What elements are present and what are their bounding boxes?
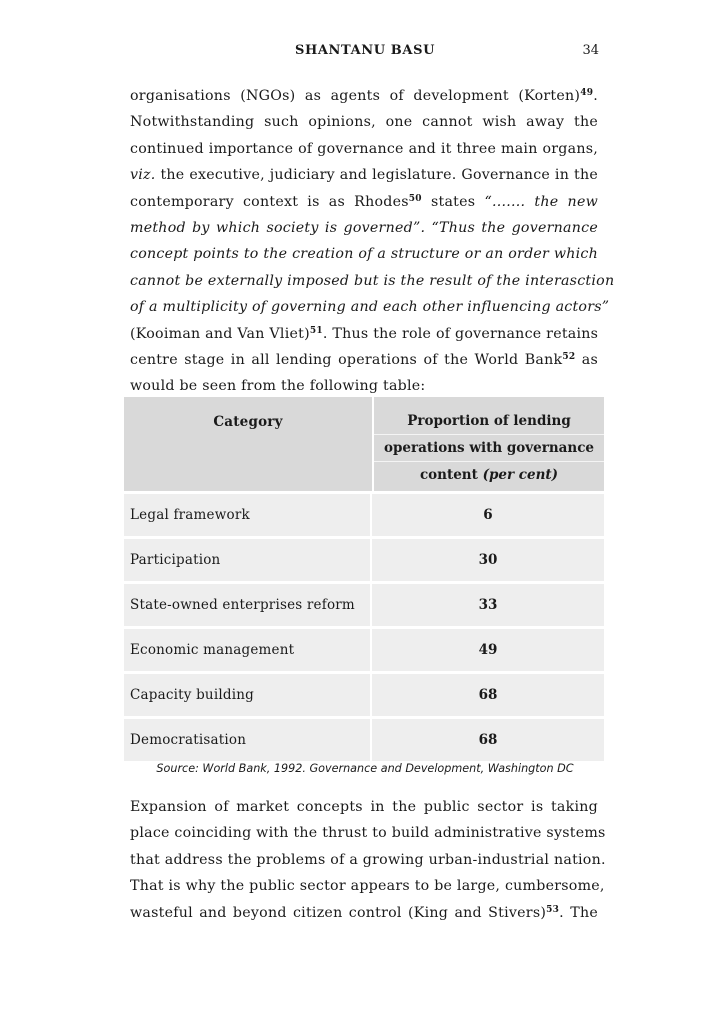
body-paragraph-2 [130,794,606,926]
table-row [124,719,604,763]
category-cell: Legal framework [124,494,372,536]
paragraph-line: place coinciding with the thrust to build administrative systems [130,825,606,842]
footnote-ref-53[interactable]: 53 [546,904,560,915]
value-cell: 30 [478,552,498,568]
category-cell: Capacity building [124,674,372,716]
footnote-ref-52[interactable]: 52 [562,351,576,362]
page-number: 34 [582,43,599,58]
table-row [124,494,604,538]
category-cell: Economic management [124,629,372,671]
governance-lending-table [124,397,604,763]
column-header-proportion: Proportion of lending operations with governance content (per cent) [374,397,604,491]
table-source-caption: Source: World Bank, 1992. Governance and Development, Washington DC [156,762,574,775]
paragraph-line: contemporary context is as Rhodes$^{50}$ states “....... the new [130,193,598,210]
paragraph-line: centre stage in all lending operations of the World Bank$^{52}$ as [130,351,599,368]
running-header-author: SHANTANU BASU [294,43,436,58]
paragraph-line: That is why the public sector appears to be large, cumbersome, [130,878,605,895]
paragraph-line: of a multiplicity of governing and each other influencing actors” [130,299,610,316]
column-header-category: Category [124,397,374,491]
footnote-ref-51[interactable]: 51 [309,325,323,336]
paragraph-line: continued importance of governance and it three main organs, [130,140,598,157]
table-row [124,539,604,583]
table-row [124,629,604,673]
category-cell: Democratisation [124,719,372,761]
value-cell: 6 [483,507,493,523]
table-row [124,674,604,718]
paragraph-line: would be seen from the following table: [130,378,426,395]
value-cell: 33 [478,597,498,613]
table-row [124,584,604,628]
category-cell: State-owned enterprises reform [124,584,372,626]
value-cell: 68 [478,732,498,748]
paragraph-line: method by which society is governed”. “Thus the governance [130,219,598,236]
paragraph-line: organisations (NGOs) as agents of development (Korten)$^{49}$. [130,88,598,104]
value-cell: 68 [478,687,498,703]
paragraph-line: (Kooiman and Van Vliet)$^{51}$. Thus the role of governance retains [130,325,599,342]
table-header-row [124,397,604,493]
paragraph-line: Notwithstanding such opinions, one cannot wish away the [130,114,598,131]
paragraph-line: Expansion of market concepts in the public sector is taking [130,799,598,815]
category-cell: Participation [124,539,372,581]
paragraph-line: concept points to the creation of a structure or an order which [130,246,598,263]
value-cell: 49 [478,642,498,658]
footnote-ref-50[interactable]: 50 [408,193,422,204]
paragraph-line: that address the problems of a growing urban-industrial nation. [130,851,606,868]
paragraph-line: cannot be externally imposed but is the result of the interasction [130,272,615,289]
footnote-ref-49[interactable]: 49 [580,88,594,98]
body-paragraph-1 [130,83,615,400]
page-header [130,38,605,64]
paragraph-line: wasteful and beyond citizen control (King and Stivers)$^{53}$. The [130,904,598,921]
paragraph-line: viz. the executive, judiciary and legislature. Governance in the [130,167,598,184]
